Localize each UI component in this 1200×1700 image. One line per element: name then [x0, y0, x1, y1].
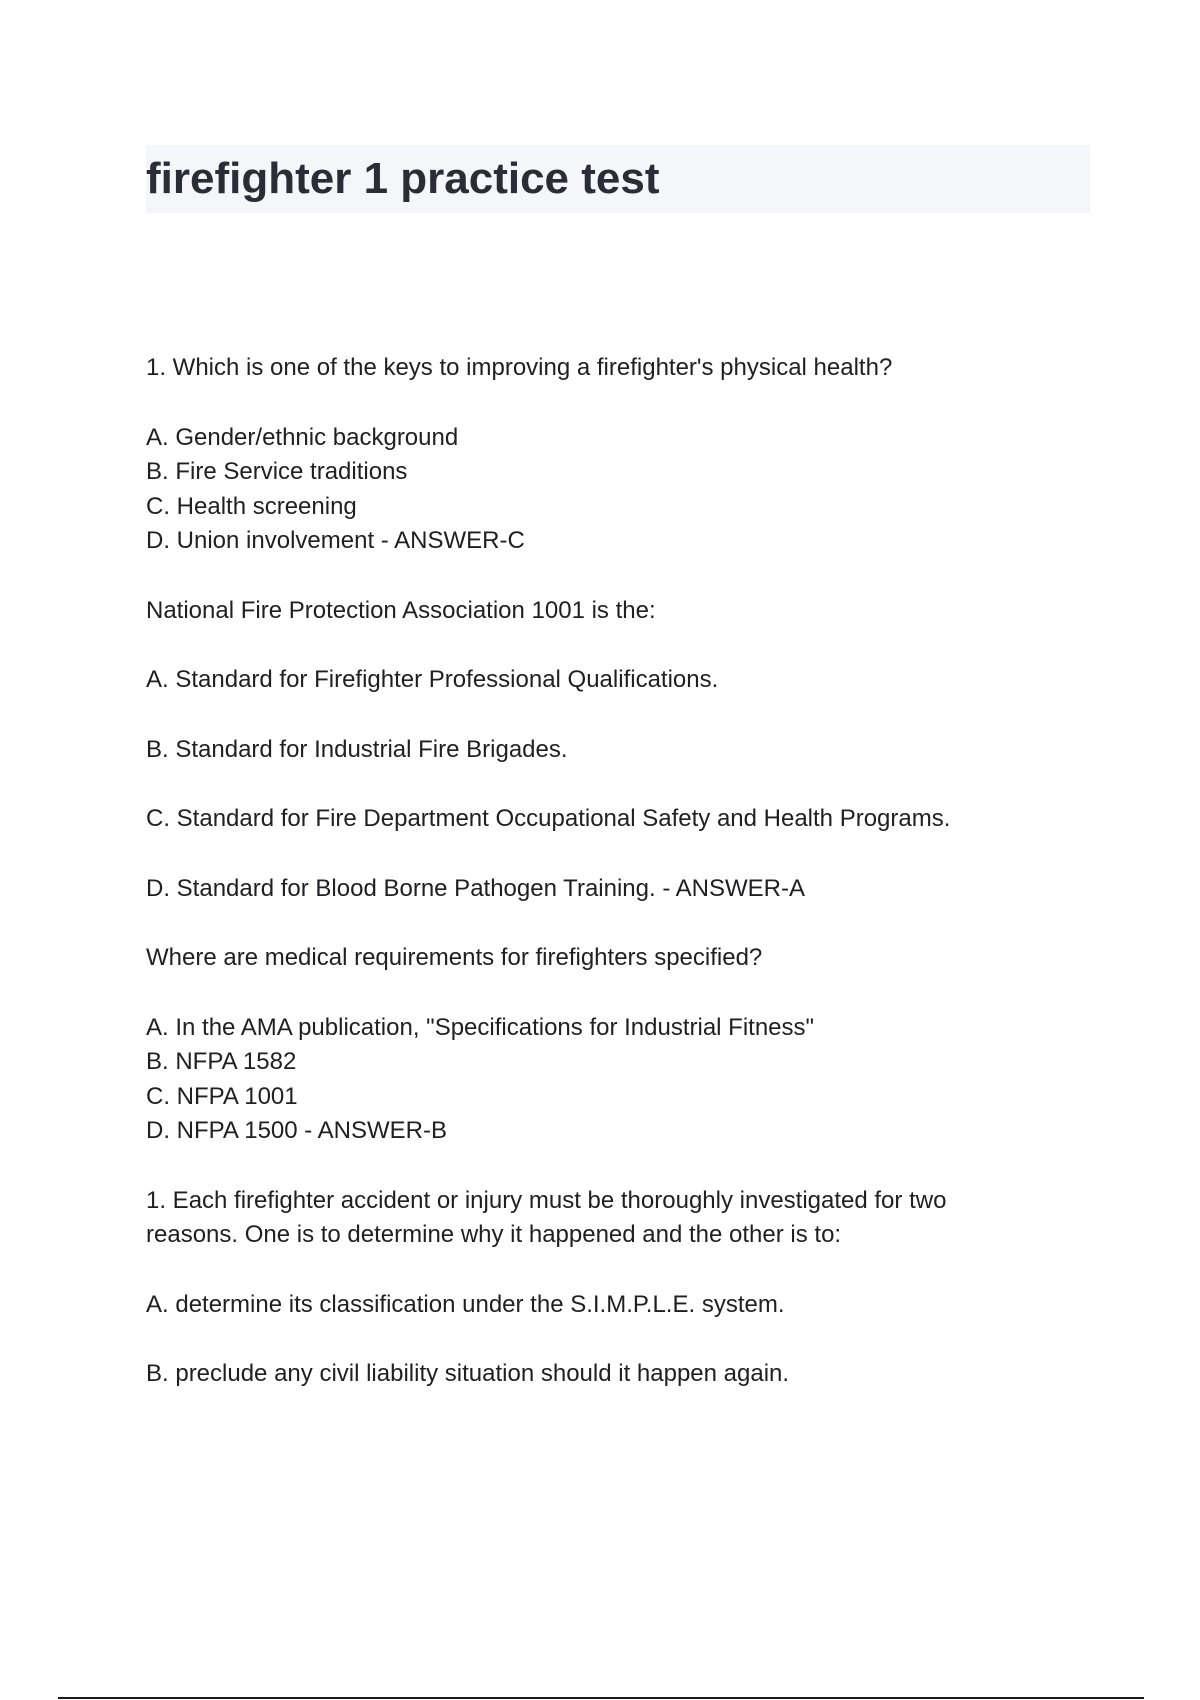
question-text — [146, 594, 1086, 629]
question-line: 1. Each firefighter accident or injury must be thoroughly investigated for two — [146, 1186, 947, 1214]
answer-option: D. Union involvement - ANSWER-C — [146, 527, 525, 554]
answer-option: B. Standard for Industrial Fire Brigades. — [146, 735, 568, 763]
answer-option: C. Health screening — [146, 492, 357, 520]
question-line: 1. Which is one of the keys to improving a firefighter's physical health? — [146, 354, 893, 381]
question-line: Where are medical requirements for firefighters specified? — [146, 944, 763, 971]
answer-option: A. Standard for Firefighter Professional Qualifications. — [146, 666, 719, 693]
answer-option: C. NFPA 1001 — [146, 1082, 298, 1110]
question-line: National Fire Protection Association 1001 is the: — [146, 596, 656, 624]
answer-option: A. In the AMA publication, "Specifications for Industrial Fitness" — [146, 1013, 815, 1041]
answer-option: C. Standard for Fire Department Occupational Safety and Health Programs. — [146, 805, 951, 832]
answer-option: D. NFPA 1500 - ANSWER-B — [146, 1117, 447, 1144]
question-text — [146, 941, 1086, 976]
question-text — [146, 1184, 1086, 1253]
answer-option: B. preclude any civil liability situation should it happen again. — [146, 1360, 790, 1387]
page-bottom-divider — [58, 1697, 1144, 1699]
answer-option: B. NFPA 1582 — [146, 1048, 297, 1075]
question-line: reasons. One is to determine why it happened and the other is to: — [146, 1221, 842, 1248]
answer-options — [146, 421, 1086, 559]
question-text — [146, 351, 1086, 386]
answer-option: D. Standard for Blood Borne Pathogen Training. - ANSWER-A — [146, 874, 806, 902]
answer-options — [146, 1011, 1086, 1149]
answer-option: A. Gender/ethnic background — [146, 423, 459, 451]
answer-option: A. determine its classification under the S.I.M.P.L.E. system. — [146, 1290, 785, 1318]
page-title: firefighter 1 practice test — [146, 154, 660, 203]
question-list — [146, 351, 1086, 1427]
answer-option: B. Fire Service traditions — [146, 458, 408, 485]
